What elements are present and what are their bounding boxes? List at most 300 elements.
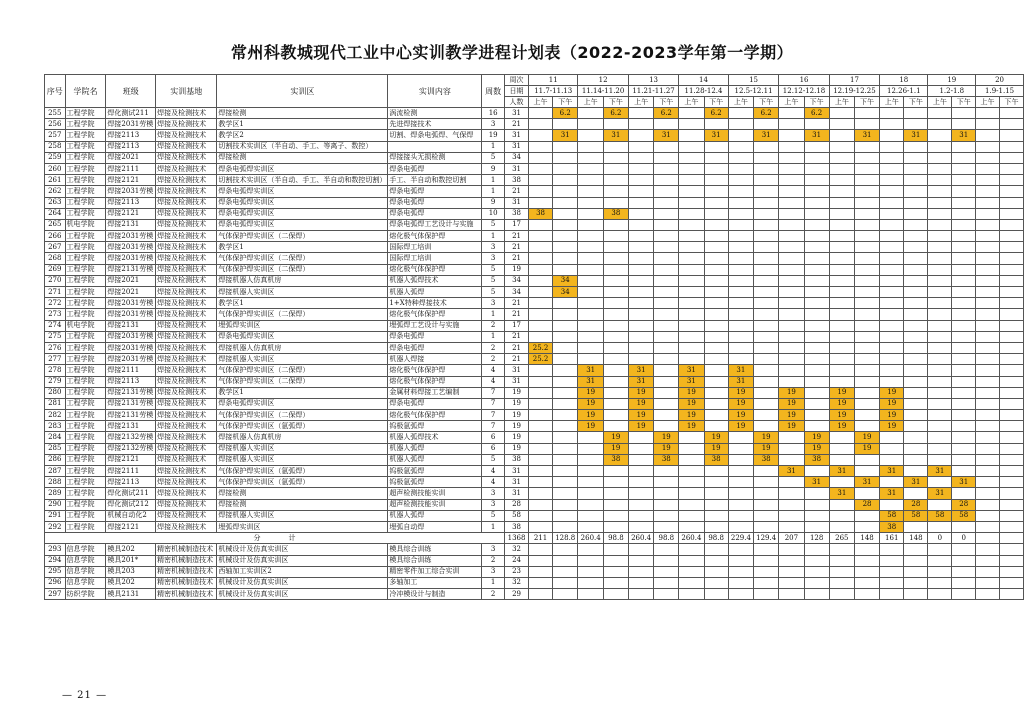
area-cell: 教学区1 [217, 119, 388, 130]
base-cell: 焊接及检测技术 [156, 410, 217, 421]
schedule-cell [728, 510, 753, 521]
schedule-cell [854, 365, 879, 376]
schedule-cell [728, 342, 753, 353]
schedule-cell [952, 488, 976, 499]
schedule-cell [804, 566, 829, 577]
schedule-cell [928, 589, 952, 600]
schedule-cell [578, 275, 604, 286]
base-cell: 焊接及检测技术 [156, 521, 217, 532]
schedule-cell [553, 387, 578, 398]
week-number: 12 [578, 75, 628, 86]
schedule-cell [704, 387, 728, 398]
schedule-cell [529, 421, 553, 432]
class-cell: 焊接2111 [106, 163, 156, 174]
schedule-cell [854, 152, 879, 163]
schedule-cell [728, 443, 753, 454]
schedule-cell [880, 186, 904, 197]
schedule-cell [779, 365, 804, 376]
schedule-cell [804, 577, 829, 588]
schedule-cell [999, 432, 1023, 443]
schedule-cell [829, 555, 854, 566]
table-row [45, 398, 1024, 409]
schedule-cell: 19 [628, 398, 654, 409]
table-row [45, 130, 1024, 141]
schedule-cell [999, 354, 1023, 365]
header-am: 上午 [976, 97, 1000, 108]
schedule-cell: 19 [880, 387, 904, 398]
schedule-cell [880, 566, 904, 577]
schedule-cell [804, 175, 829, 186]
schedule-cell [952, 398, 976, 409]
schedule-cell [999, 488, 1023, 499]
schedule-cell [553, 186, 578, 197]
schedule-cell: 31 [804, 130, 829, 141]
row-number: 293 [45, 544, 66, 555]
schedule-cell [553, 175, 578, 186]
schedule-cell: 31 [829, 488, 854, 499]
table-row [45, 589, 1024, 600]
area-cell: 焊条电弧焊实训区 [217, 208, 388, 219]
schedule-cell [529, 443, 553, 454]
table-row [45, 331, 1024, 342]
college-cell: 工程学院 [65, 264, 106, 275]
schedule-cell [854, 275, 879, 286]
schedule-cell [952, 152, 976, 163]
schedule-cell [904, 242, 928, 253]
schedule-cell [603, 287, 628, 298]
content-cell: 钨极氩弧焊 [388, 421, 482, 432]
schedule-cell [952, 365, 976, 376]
schedule-cell [578, 175, 604, 186]
week-date: 11.7-11.13 [529, 86, 578, 97]
schedule-cell [904, 208, 928, 219]
area-cell: 焊接机器人实训区 [217, 454, 388, 465]
schedule-cell [804, 410, 829, 421]
row-number: 265 [45, 219, 66, 230]
schedule-cell [854, 421, 879, 432]
schedule-cell [654, 152, 679, 163]
schedule-cell [904, 443, 928, 454]
schedule-cell [928, 331, 952, 342]
schedule-cell [904, 264, 928, 275]
schedule-cell [952, 208, 976, 219]
header-weeks: 周数 [482, 75, 505, 108]
schedule-cell [928, 410, 952, 421]
schedule-cell [628, 466, 654, 477]
area-cell: 焊条电弧焊实训区 [217, 219, 388, 230]
schedule-cell [854, 454, 879, 465]
schedule-cell [804, 287, 829, 298]
schedule-cell [628, 477, 654, 488]
table-row [45, 521, 1024, 532]
schedule-cell [880, 376, 904, 387]
schedule-cell [704, 365, 728, 376]
schedule-cell [578, 544, 604, 555]
schedule-cell [754, 544, 779, 555]
area-cell: 教学区1 [217, 298, 388, 309]
class-cell: 焊接2111 [106, 365, 156, 376]
schedule-cell [880, 264, 904, 275]
schedule-cell [854, 186, 879, 197]
schedule-cell [829, 163, 854, 174]
schedule-cell [999, 499, 1023, 510]
schedule-cell [628, 186, 654, 197]
weeks-cell: 2 [482, 342, 505, 353]
schedule-cell [728, 208, 753, 219]
schedule-cell [529, 175, 553, 186]
schedule-cell [904, 175, 928, 186]
base-cell: 焊接及检测技术 [156, 331, 217, 342]
area-cell: 气体保护焊实训区（氩弧焊） [217, 477, 388, 488]
schedule-cell [854, 108, 879, 119]
row-number: 261 [45, 175, 66, 186]
area-cell: 焊条电弧焊实训区 [217, 197, 388, 208]
schedule-cell [779, 264, 804, 275]
schedule-cell [654, 287, 679, 298]
schedule-cell [952, 376, 976, 387]
schedule-cell [976, 566, 1000, 577]
schedule-cell [904, 152, 928, 163]
base-cell: 精密机械制造技术 [156, 555, 217, 566]
header-date: 日期 [505, 86, 529, 97]
schedule-cell [880, 242, 904, 253]
schedule-cell [529, 186, 553, 197]
row-number: 267 [45, 242, 66, 253]
schedule-cell [880, 365, 904, 376]
table-row [45, 141, 1024, 152]
schedule-cell [578, 477, 604, 488]
schedule-cell [804, 242, 829, 253]
weeks-cell: 3 [482, 544, 505, 555]
schedule-cell [976, 108, 1000, 119]
schedule-cell [904, 365, 928, 376]
row-number: 276 [45, 342, 66, 353]
class-cell: 模具203 [106, 566, 156, 577]
schedule-cell [553, 421, 578, 432]
class-cell: 焊化测试211 [106, 488, 156, 499]
base-cell: 焊接及检测技术 [156, 398, 217, 409]
table-row [45, 432, 1024, 443]
table-row [45, 544, 1024, 555]
base-cell: 焊接及检测技术 [156, 186, 217, 197]
schedule-cell [654, 387, 679, 398]
schedule-cell: 19 [704, 432, 728, 443]
people-cell: 58 [505, 510, 529, 521]
college-cell: 工程学院 [65, 197, 106, 208]
schedule-cell [529, 488, 553, 499]
week-date: 12.26-1.1 [880, 86, 928, 97]
schedule-cell: 31 [603, 130, 628, 141]
college-cell: 工程学院 [65, 309, 106, 320]
base-cell: 焊接及检测技术 [156, 163, 217, 174]
schedule-cell [754, 398, 779, 409]
schedule-cell [529, 365, 553, 376]
content-cell: 模具综合训练 [388, 544, 482, 555]
schedule-cell [804, 219, 829, 230]
row-number: 291 [45, 510, 66, 521]
content-cell: 焊条电弧焊 [388, 197, 482, 208]
schedule-cell [553, 264, 578, 275]
people-cell: 19 [505, 421, 529, 432]
base-cell: 焊接及检测技术 [156, 287, 217, 298]
schedule-cell [829, 566, 854, 577]
schedule-cell [880, 152, 904, 163]
schedule-cell [779, 477, 804, 488]
schedule-cell [578, 354, 604, 365]
area-cell: 焊接机器人实训区 [217, 287, 388, 298]
schedule-cell [754, 186, 779, 197]
schedule-cell [779, 219, 804, 230]
schedule-cell [779, 108, 804, 119]
schedule-cell [880, 119, 904, 130]
schedule-cell [779, 454, 804, 465]
week-number: 11 [529, 75, 578, 86]
schedule-cell [529, 454, 553, 465]
schedule-cell [829, 186, 854, 197]
class-cell: 模具202 [106, 577, 156, 588]
schedule-cell [999, 376, 1023, 387]
schedule-cell [829, 242, 854, 253]
college-cell: 工程学院 [65, 443, 106, 454]
schedule-cell [999, 219, 1023, 230]
table-row [45, 152, 1024, 163]
schedule-cell [880, 275, 904, 286]
base-cell: 焊接及检测技术 [156, 488, 217, 499]
content-cell: 焊条电弧焊 [388, 342, 482, 353]
schedule-cell [529, 566, 553, 577]
schedule-cell: 19 [603, 432, 628, 443]
schedule-cell [999, 141, 1023, 152]
schedule-cell [754, 466, 779, 477]
schedule-cell [603, 175, 628, 186]
schedule-cell: 19 [603, 443, 628, 454]
schedule-cell [679, 175, 704, 186]
college-cell: 工程学院 [65, 466, 106, 477]
schedule-cell [904, 398, 928, 409]
schedule-cell: 31 [679, 365, 704, 376]
schedule-cell: 38 [529, 208, 553, 219]
schedule-cell [529, 577, 553, 588]
schedule-cell [854, 119, 879, 130]
schedule-cell [854, 253, 879, 264]
schedule-cell [976, 275, 1000, 286]
schedule-cell [976, 186, 1000, 197]
table-row [45, 275, 1024, 286]
schedule-cell [754, 376, 779, 387]
schedule-cell [854, 331, 879, 342]
schedule-cell [804, 510, 829, 521]
schedule-cell [976, 242, 1000, 253]
schedule-cell [578, 152, 604, 163]
schedule-cell [728, 287, 753, 298]
schedule-cell [529, 466, 553, 477]
college-cell: 工程学院 [65, 275, 106, 286]
schedule-cell [553, 410, 578, 421]
schedule-cell [603, 466, 628, 477]
schedule-cell [779, 443, 804, 454]
schedule-cell [804, 354, 829, 365]
people-cell: 31 [505, 197, 529, 208]
content-cell: 焊条电弧焊 [388, 331, 482, 342]
people-cell: 31 [505, 466, 529, 477]
schedule-cell [952, 298, 976, 309]
schedule-cell [728, 152, 753, 163]
schedule-cell: 34 [553, 287, 578, 298]
schedule-cell [999, 152, 1023, 163]
schedule-cell [804, 275, 829, 286]
schedule-cell [553, 197, 578, 208]
base-cell: 焊接及检测技术 [156, 253, 217, 264]
schedule-cell [754, 521, 779, 532]
subtotal-cell: 0 [928, 533, 952, 544]
schedule-cell [578, 197, 604, 208]
schedule-cell [829, 510, 854, 521]
schedule-cell [754, 231, 779, 242]
college-cell: 工程学院 [65, 410, 106, 421]
schedule-cell [654, 197, 679, 208]
week-number: 16 [779, 75, 829, 86]
schedule-cell [976, 130, 1000, 141]
schedule-cell [553, 354, 578, 365]
schedule-cell [628, 309, 654, 320]
schedule-cell [603, 544, 628, 555]
schedule-cell [904, 186, 928, 197]
people-cell: 28 [505, 499, 529, 510]
schedule-cell [754, 309, 779, 320]
area-cell: 机械设计及仿真实训区 [217, 577, 388, 588]
schedule-cell: 19 [679, 410, 704, 421]
schedule-cell [854, 589, 879, 600]
schedule-cell [754, 477, 779, 488]
schedule-cell [804, 398, 829, 409]
weeks-cell: 9 [482, 163, 505, 174]
schedule-cell [628, 320, 654, 331]
schedule-cell [754, 219, 779, 230]
table-row [45, 365, 1024, 376]
content-cell: 机器人弧焊技术 [388, 275, 482, 286]
schedule-cell [928, 398, 952, 409]
schedule-cell [999, 275, 1023, 286]
schedule-cell [628, 589, 654, 600]
schedule-cell [999, 477, 1023, 488]
schedule-cell [704, 186, 728, 197]
schedule-cell [529, 555, 553, 566]
table-row [45, 421, 1024, 432]
content-cell: 机器人弧焊 [388, 287, 482, 298]
schedule-cell [804, 141, 829, 152]
schedule-cell [854, 354, 879, 365]
row-number: 266 [45, 231, 66, 242]
people-cell: 23 [505, 566, 529, 577]
schedule-cell [679, 208, 704, 219]
content-cell: 焊条电弧焊 [388, 398, 482, 409]
schedule-cell [628, 130, 654, 141]
schedule-cell [679, 119, 704, 130]
people-cell: 24 [505, 555, 529, 566]
schedule-cell [603, 566, 628, 577]
content-cell: 埋弧焊工艺设计与实施 [388, 320, 482, 331]
schedule-cell [679, 320, 704, 331]
schedule-cell [976, 499, 1000, 510]
schedule-cell [679, 566, 704, 577]
area-cell: 气体保护焊实训区（二保焊） [217, 264, 388, 275]
schedule-cell [829, 264, 854, 275]
schedule-cell [654, 398, 679, 409]
schedule-cell [829, 544, 854, 555]
table-row [45, 163, 1024, 174]
weeks-cell: 1 [482, 331, 505, 342]
schedule-cell [553, 466, 578, 477]
college-cell: 工程学院 [65, 432, 106, 443]
schedule-cell [553, 521, 578, 532]
schedule-cell: 34 [553, 275, 578, 286]
weeks-cell: 3 [482, 488, 505, 499]
schedule-cell [553, 566, 578, 577]
row-number: 272 [45, 298, 66, 309]
schedule-cell [679, 152, 704, 163]
schedule-cell [854, 466, 879, 477]
schedule-cell [976, 510, 1000, 521]
schedule-cell [679, 466, 704, 477]
header-pm: 下午 [854, 97, 879, 108]
row-number: 290 [45, 499, 66, 510]
area-cell: 西轴加工实训区2 [217, 566, 388, 577]
weeks-cell: 3 [482, 499, 505, 510]
schedule-cell [529, 298, 553, 309]
schedule-cell [952, 231, 976, 242]
table-row [45, 197, 1024, 208]
schedule-cell [904, 488, 928, 499]
table-row [45, 253, 1024, 264]
schedule-cell [679, 331, 704, 342]
schedule-cell [728, 544, 753, 555]
schedule-cell: 6.2 [754, 108, 779, 119]
schedule-cell: 31 [578, 376, 604, 387]
weeks-cell: 3 [482, 566, 505, 577]
area-cell: 切割技术实训区（半自动、手工、半自动和数控切割） [217, 175, 388, 186]
schedule-cell: 19 [654, 443, 679, 454]
schedule-cell [880, 175, 904, 186]
table-row [45, 376, 1024, 387]
row-number: 268 [45, 253, 66, 264]
header-am: 上午 [880, 97, 904, 108]
content-cell: 焊接接头无损检测 [388, 152, 482, 163]
weeks-cell: 1 [482, 175, 505, 186]
week-date: 11.14-11.20 [578, 86, 628, 97]
schedule-cell [754, 555, 779, 566]
header-pm: 下午 [904, 97, 928, 108]
schedule-cell [928, 186, 952, 197]
schedule-cell [728, 298, 753, 309]
class-cell: 焊接2031劳模 [106, 231, 156, 242]
table-body [45, 108, 1024, 600]
base-cell: 焊接及检测技术 [156, 197, 217, 208]
subtotal-cell: 148 [854, 533, 879, 544]
schedule-cell [728, 197, 753, 208]
schedule-cell: 19 [829, 398, 854, 409]
schedule-cell [603, 309, 628, 320]
schedule-cell [553, 208, 578, 219]
schedule-cell: 31 [880, 466, 904, 477]
class-cell: 焊接2121 [106, 521, 156, 532]
weeks-cell: 1 [482, 309, 505, 320]
table-row [45, 555, 1024, 566]
class-cell: 焊接2121 [106, 175, 156, 186]
content-cell: 机器人弧焊 [388, 443, 482, 454]
schedule-cell [603, 577, 628, 588]
header-am: 上午 [728, 97, 753, 108]
schedule-cell [704, 544, 728, 555]
